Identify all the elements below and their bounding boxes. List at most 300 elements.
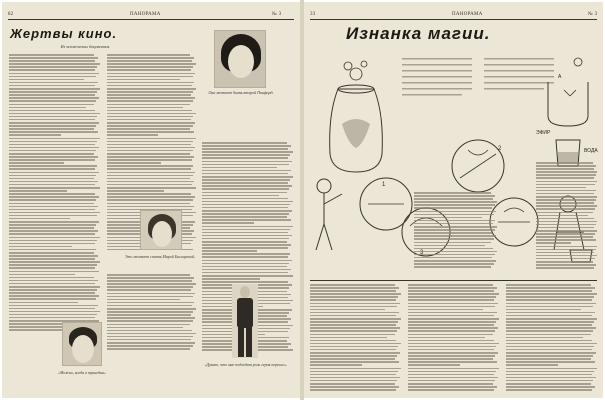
text-line — [9, 165, 97, 167]
text-line — [202, 238, 289, 240]
text-line — [536, 174, 596, 176]
left-page — [2, 2, 300, 398]
glass-jar-2 — [548, 58, 588, 126]
text-line — [9, 153, 94, 155]
text-line — [9, 209, 95, 211]
text-line — [310, 312, 399, 314]
text-line — [107, 122, 195, 124]
magician-figure — [316, 179, 342, 250]
text-line — [9, 131, 98, 133]
text-line — [536, 165, 596, 167]
text-line — [9, 224, 96, 226]
text-line — [202, 176, 293, 178]
text-line — [408, 346, 496, 348]
text-line — [408, 309, 483, 311]
text-line — [310, 296, 398, 298]
text-line — [408, 293, 499, 295]
text-line — [107, 104, 190, 106]
torso-shape — [237, 298, 253, 328]
text-line — [202, 216, 287, 218]
text-line — [9, 97, 99, 99]
text-line — [9, 298, 96, 300]
text-line — [310, 337, 387, 339]
portrait-photo-bottom-left — [62, 322, 102, 366]
text-line — [408, 324, 494, 326]
text-line — [506, 389, 592, 391]
text-line — [107, 153, 190, 155]
text-line — [414, 204, 495, 206]
text-line — [202, 247, 288, 249]
text-line — [536, 212, 593, 214]
photo-caption-bottom-left: «Можно, когда в трагедии» — [57, 370, 107, 375]
text-line — [107, 88, 196, 90]
text-line — [9, 246, 72, 248]
text-line — [414, 266, 491, 268]
text-line — [202, 263, 289, 265]
text-line — [9, 215, 97, 217]
text-line — [414, 223, 493, 225]
text-line — [107, 66, 193, 68]
text-line — [506, 349, 592, 351]
text-line — [310, 349, 396, 351]
right-article-title: Изнанка магии. — [346, 24, 491, 43]
text-line — [9, 218, 70, 220]
text-line — [9, 243, 95, 245]
left-header-magazine: ПАНОРАМА — [130, 12, 161, 17]
text-line — [9, 274, 75, 276]
text-line — [202, 192, 287, 194]
text-line — [9, 261, 100, 263]
text-line — [310, 330, 397, 332]
text-line — [107, 348, 190, 350]
text-line — [408, 349, 494, 351]
text-line — [9, 292, 95, 294]
text-line — [202, 229, 290, 231]
text-line — [107, 73, 195, 75]
right-page — [304, 2, 603, 398]
right-text-column-side — [536, 162, 598, 272]
text-line — [9, 267, 95, 269]
text-line — [107, 308, 196, 310]
text-line — [202, 198, 288, 200]
text-line — [202, 167, 277, 169]
text-line — [202, 170, 291, 172]
text-line — [9, 240, 97, 242]
text-line — [107, 150, 193, 152]
text-line — [310, 290, 396, 292]
right-text-column-3 — [506, 284, 598, 394]
label-step-1: 1 — [382, 182, 386, 188]
text-line — [107, 144, 191, 146]
text-line — [408, 299, 494, 301]
portrait-photo-top — [214, 30, 266, 88]
text-line — [9, 187, 100, 189]
text-line — [414, 245, 485, 247]
text-line — [310, 371, 398, 373]
left-header-issue: № 3 — [272, 12, 282, 17]
left-text-column-1 — [9, 54, 101, 336]
text-line — [310, 352, 400, 354]
text-line — [107, 134, 158, 136]
text-line — [9, 196, 99, 198]
text-line — [202, 269, 291, 271]
text-line — [202, 232, 288, 234]
text-line — [9, 277, 94, 279]
text-line — [506, 309, 581, 311]
text-line — [107, 302, 194, 304]
text-line — [536, 190, 596, 192]
right-text-column-1 — [310, 284, 402, 394]
photo-caption-bottom-right: «Думаю, что мне подходит роль героя первого». — [204, 362, 288, 367]
text-line — [408, 380, 495, 382]
text-line — [310, 364, 362, 366]
text-line — [9, 286, 100, 288]
left-article-subtitle: Из человеческих документов — [60, 44, 110, 49]
text-line — [408, 358, 493, 360]
text-line — [9, 63, 100, 65]
text-line — [506, 296, 594, 298]
text-line — [107, 159, 192, 161]
text-line — [9, 134, 61, 136]
step-circle-2 — [452, 140, 504, 192]
face-shape — [72, 335, 94, 363]
text-line — [107, 333, 196, 335]
text-line — [310, 309, 385, 311]
text-line — [310, 315, 396, 317]
text-line — [9, 302, 78, 304]
text-line — [107, 97, 195, 99]
text-line — [9, 66, 97, 68]
text-line — [310, 287, 399, 289]
text-line — [107, 293, 195, 295]
text-line — [536, 267, 594, 269]
text-line — [107, 330, 192, 332]
text-line — [107, 63, 196, 65]
text-line — [536, 162, 593, 164]
text-line — [414, 207, 492, 209]
text-line — [9, 249, 96, 251]
text-line — [310, 386, 399, 388]
text-line — [310, 346, 398, 348]
text-line — [536, 255, 597, 257]
text-line — [310, 343, 401, 345]
text-line — [107, 317, 195, 319]
text-line — [9, 212, 100, 214]
text-line — [536, 230, 597, 232]
text-line — [536, 181, 597, 183]
right-header-rule — [310, 19, 597, 20]
standing-man-photo — [232, 284, 258, 358]
text-line — [536, 246, 597, 248]
text-line — [107, 181, 194, 183]
text-line — [107, 327, 183, 329]
text-line — [9, 221, 99, 223]
text-line — [9, 258, 95, 260]
text-line — [310, 303, 400, 305]
text-line — [408, 330, 495, 332]
text-line — [408, 340, 494, 342]
text-line — [9, 162, 64, 164]
face-shape — [152, 221, 172, 247]
text-line — [536, 242, 571, 244]
text-line — [107, 100, 193, 102]
text-line — [202, 219, 291, 221]
text-line — [310, 355, 397, 357]
text-line — [408, 377, 498, 379]
text-line — [107, 299, 180, 301]
text-line — [9, 175, 96, 177]
text-line — [414, 195, 495, 197]
text-line — [536, 221, 597, 223]
text-line — [9, 107, 86, 109]
text-line — [536, 261, 593, 263]
text-line — [202, 241, 287, 243]
text-line — [506, 343, 597, 345]
text-line — [202, 161, 292, 163]
text-line — [536, 252, 594, 254]
text-line — [9, 193, 95, 195]
text-line — [9, 314, 97, 316]
text-line — [202, 281, 288, 283]
text-line — [506, 334, 591, 336]
text-line — [536, 258, 595, 260]
text-line — [107, 311, 193, 313]
text-line — [9, 60, 95, 62]
text-line — [506, 355, 593, 357]
text-line — [506, 337, 583, 339]
text-line — [107, 283, 196, 285]
text-line — [536, 239, 596, 241]
portrait-photo-middle — [140, 210, 182, 250]
text-line — [107, 119, 191, 121]
text-line — [107, 168, 191, 170]
text-line — [9, 308, 95, 310]
text-line — [414, 229, 495, 231]
text-line — [408, 318, 499, 320]
text-line — [310, 318, 401, 320]
text-line — [202, 182, 288, 184]
text-line — [107, 85, 192, 87]
text-line — [107, 156, 194, 158]
text-line — [9, 138, 100, 140]
text-line — [536, 205, 597, 207]
text-line — [408, 334, 493, 336]
label-water: ВОДА — [584, 148, 598, 154]
text-line — [310, 380, 397, 382]
text-line — [414, 201, 497, 203]
text-line — [536, 187, 586, 189]
text-line — [536, 227, 594, 229]
text-line — [9, 141, 97, 143]
text-line — [9, 190, 67, 192]
text-line — [506, 361, 595, 363]
text-line — [202, 226, 293, 228]
text-line — [9, 91, 97, 93]
text-line — [107, 165, 193, 167]
text-line — [9, 110, 95, 112]
text-line — [414, 248, 493, 250]
text-line — [9, 128, 94, 130]
right-header-magazine: ПАНОРАМА — [452, 12, 483, 17]
text-line — [107, 116, 193, 118]
text-line — [506, 374, 592, 376]
text-line — [107, 94, 191, 96]
text-line — [414, 242, 491, 244]
text-line — [107, 175, 193, 177]
leg-left-shape — [238, 327, 244, 357]
left-header-rule — [8, 19, 294, 20]
text-line — [414, 217, 482, 219]
text-line — [408, 296, 496, 298]
text-line — [536, 218, 594, 220]
text-line — [107, 196, 195, 198]
glass-jar-1 — [330, 61, 383, 172]
text-line — [414, 198, 493, 200]
text-line — [9, 82, 98, 84]
text-line — [107, 113, 196, 115]
text-line — [408, 374, 494, 376]
text-line — [9, 271, 99, 273]
text-line — [506, 290, 592, 292]
text-line — [408, 355, 495, 357]
text-line — [536, 202, 594, 204]
text-line — [506, 386, 595, 388]
text-line — [107, 345, 193, 347]
text-line — [202, 272, 288, 274]
text-line — [107, 138, 196, 140]
text-line — [202, 173, 288, 175]
text-line — [414, 220, 495, 222]
text-line — [9, 311, 100, 313]
text-line — [506, 306, 593, 308]
text-line — [9, 184, 95, 186]
text-line — [202, 157, 288, 159]
text-line — [107, 54, 190, 56]
text-line — [9, 227, 94, 229]
text-line — [107, 193, 191, 195]
text-line — [107, 280, 192, 282]
text-line — [107, 178, 190, 180]
text-line — [202, 201, 293, 203]
label-step-2: 2 — [498, 146, 502, 152]
text-line — [408, 371, 496, 373]
text-line — [202, 188, 289, 190]
text-line — [107, 190, 164, 192]
text-line — [310, 361, 399, 363]
text-line — [310, 306, 397, 308]
photo-caption-middle: Это мечтает стать Марой Бисхарской. — [124, 254, 196, 259]
text-line — [107, 172, 195, 174]
text-line — [506, 352, 596, 354]
label-a: А — [558, 74, 562, 80]
text-line — [408, 361, 497, 363]
text-line — [536, 264, 596, 266]
text-line — [506, 380, 593, 382]
text-line — [408, 389, 494, 391]
text-line — [506, 315, 592, 317]
photo-caption-top: Она мечтает быть второй Пикфорд. — [208, 90, 274, 95]
text-line — [536, 177, 594, 179]
text-line — [408, 312, 497, 314]
text-line — [310, 334, 395, 336]
text-line — [414, 263, 494, 265]
text-line — [202, 179, 290, 181]
text-line — [107, 128, 190, 130]
text-line — [506, 327, 596, 329]
text-line — [202, 195, 279, 197]
text-line — [506, 318, 597, 320]
text-line — [9, 237, 100, 239]
text-line — [9, 264, 97, 266]
text-line — [310, 340, 396, 342]
text-line — [9, 252, 94, 254]
text-line — [202, 278, 260, 280]
text-line — [536, 196, 597, 198]
face-shape — [228, 45, 254, 78]
text-line — [9, 172, 99, 174]
text-line — [414, 232, 492, 234]
text-line — [107, 57, 194, 59]
text-line — [414, 251, 497, 253]
text-line — [310, 377, 400, 379]
text-line — [536, 199, 596, 201]
text-line — [107, 141, 193, 143]
text-line — [408, 386, 497, 388]
text-line — [202, 142, 287, 144]
text-line — [9, 122, 99, 124]
text-line — [107, 147, 195, 149]
text-line — [202, 266, 287, 268]
text-line — [202, 145, 291, 147]
text-line — [202, 244, 291, 246]
text-line — [202, 148, 288, 150]
right-text-column-2 — [408, 284, 500, 394]
text-line — [408, 337, 485, 339]
text-line — [202, 256, 288, 258]
text-line — [9, 295, 99, 297]
text-line — [408, 383, 493, 385]
text-line — [107, 91, 193, 93]
text-line — [9, 206, 98, 208]
text-line — [9, 156, 98, 158]
text-line — [506, 321, 594, 323]
text-line — [506, 340, 592, 342]
leg-right-shape — [246, 327, 252, 357]
text-line — [414, 211, 496, 213]
text-line — [202, 235, 292, 237]
text-line — [9, 94, 95, 96]
right-section-rule — [310, 280, 597, 281]
text-line — [506, 303, 596, 305]
text-line — [202, 207, 288, 209]
text-line — [9, 144, 95, 146]
text-line — [9, 147, 99, 149]
text-line — [107, 125, 193, 127]
text-line — [408, 315, 494, 317]
text-line — [9, 54, 94, 56]
text-line — [9, 73, 99, 75]
text-line — [506, 324, 592, 326]
text-line — [408, 343, 499, 345]
text-line — [536, 171, 597, 173]
text-line — [414, 214, 494, 216]
text-line — [310, 327, 400, 329]
text-line — [107, 162, 161, 164]
text-line — [414, 260, 496, 262]
text-line — [310, 358, 395, 360]
text-line — [9, 125, 96, 127]
text-line — [536, 208, 595, 210]
